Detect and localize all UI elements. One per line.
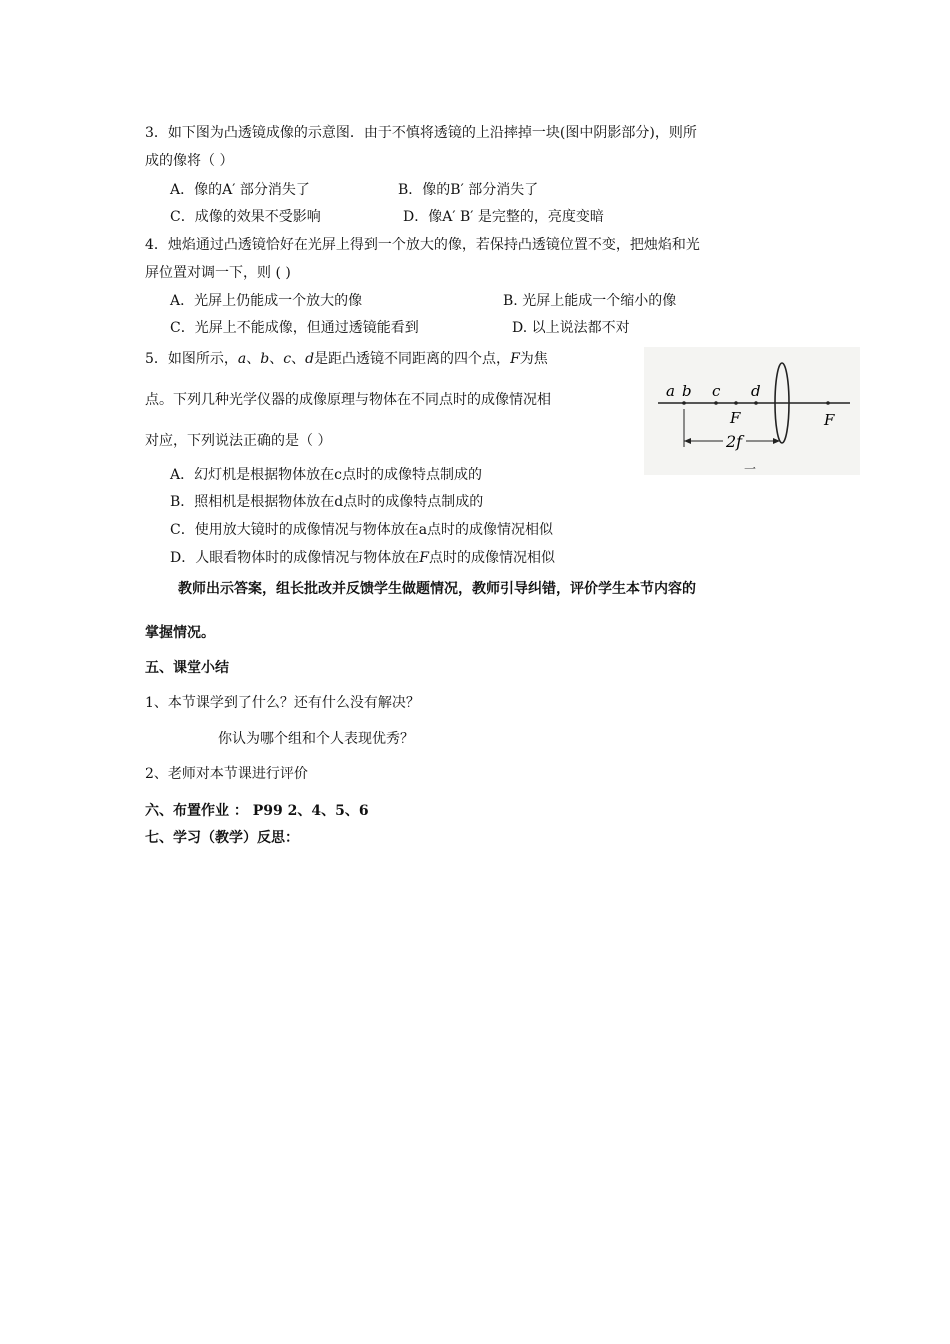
- q5-option-d-var-f: F: [419, 550, 429, 566]
- homework-title: 六、布置作业 ： P99 2、4、5、6: [145, 803, 369, 819]
- summary-item-1: 1、本节课学到了什么？还有什么没有解决？: [145, 695, 420, 711]
- point-d-marker: [754, 401, 758, 405]
- q4-option-a: A．光屏上仍能成一个放大的像: [170, 293, 363, 309]
- point-c-marker: [714, 401, 718, 405]
- q5-option-d-text: D．人眼看物体时的成像情况与物体放在: [170, 550, 420, 566]
- q5-option-c: C．使用放大镜时的成像情况与物体放在a点时的成像情况相似: [170, 522, 554, 538]
- q4-option-b: B. 光屏上能成一个缩小的像: [503, 293, 677, 309]
- point-b-marker: [682, 401, 686, 405]
- q5-var-a: a: [237, 351, 247, 367]
- q5-sep: 、: [269, 351, 284, 367]
- label-b: b: [682, 382, 692, 400]
- q3-stem-line1: 3．如下图为凸透镜成像的示意图．由于不慎将透镜的上沿摔掉一块(图中阴影部分)，则所: [145, 125, 697, 141]
- q5-text: 5．如图所示，: [145, 351, 238, 367]
- q3-stem-line2: 成的像将（ ）: [145, 153, 234, 169]
- q5-var-c: c: [283, 351, 292, 367]
- q4-option-c: C．光屏上不能成像，但通过透镜能看到: [170, 320, 419, 336]
- convex-lens-figure: [644, 347, 860, 475]
- point-f-left-marker: [734, 401, 738, 405]
- q5-sep: 、: [291, 351, 306, 367]
- point-f-right-marker: [826, 401, 830, 405]
- q5-var-b: b: [260, 351, 270, 367]
- label-f-right: F: [824, 411, 835, 429]
- q5-text: 是距凸透镜不同距离的四个点，: [314, 351, 511, 367]
- label-2f: 2f: [726, 432, 743, 451]
- q3-option-d: D．像A′ B′ 是完整的，亮度变暗: [403, 209, 604, 225]
- q4-option-d: D. 以上说法都不对: [512, 320, 630, 336]
- reflection-title: 七、学习（教学）反思：: [145, 830, 299, 846]
- summary-item-2: 2、老师对本节课进行评价: [145, 766, 308, 782]
- figure-caption-mark: 一: [744, 462, 757, 475]
- label-f-left: F: [730, 409, 741, 427]
- q5-stem-line3: 对应，下列说法正确的是（ ）: [145, 433, 332, 449]
- q5-var-f: F: [510, 351, 520, 367]
- q5-var-d: d: [305, 351, 315, 367]
- q3-option-c: C．成像的效果不受影响: [170, 209, 321, 225]
- q4-stem-line1: 4．烛焰通过凸透镜恰好在光屏上得到一个放大的像，若保持凸透镜位置不变，把烛焰和光: [145, 237, 700, 253]
- q3-option-a: A．像的A′ 部分消失了: [170, 182, 310, 198]
- label-c: c: [712, 382, 721, 400]
- q5-text: 为焦: [519, 351, 548, 367]
- q5-stem-line1: [145, 349, 548, 369]
- q5-option-a: A．幻灯机是根据物体放在c点时的成像特点制成的: [170, 467, 482, 483]
- summary-item-1-sub: 你认为哪个组和个人表现优秀？: [218, 731, 414, 747]
- section5-title: 五、课堂小结: [145, 660, 229, 676]
- q5-sep: 、: [246, 351, 261, 367]
- teacher-note-line2: 掌握情况。: [145, 625, 215, 641]
- q5-option-b: B．照相机是根据物体放在d点时的成像特点制成的: [170, 494, 484, 510]
- label-d: d: [751, 382, 761, 400]
- q3-option-b: B．像的B′ 部分消失了: [398, 182, 539, 198]
- q5-option-d-text: 点时的成像情况相似: [428, 550, 555, 566]
- label-a: a: [666, 382, 675, 400]
- teacher-note-line1: 教师出示答案，组长批改并反馈学生做题情况，教师引导纠错，评价学生本节内容的: [178, 581, 696, 597]
- q5-stem-line2: 点。下列几种光学仪器的成像原理与物体在不同点时的成像情况相: [145, 392, 551, 408]
- q5-option-d: [170, 548, 555, 568]
- q4-stem-line2: 屏位置对调一下，则 ( ): [145, 265, 291, 281]
